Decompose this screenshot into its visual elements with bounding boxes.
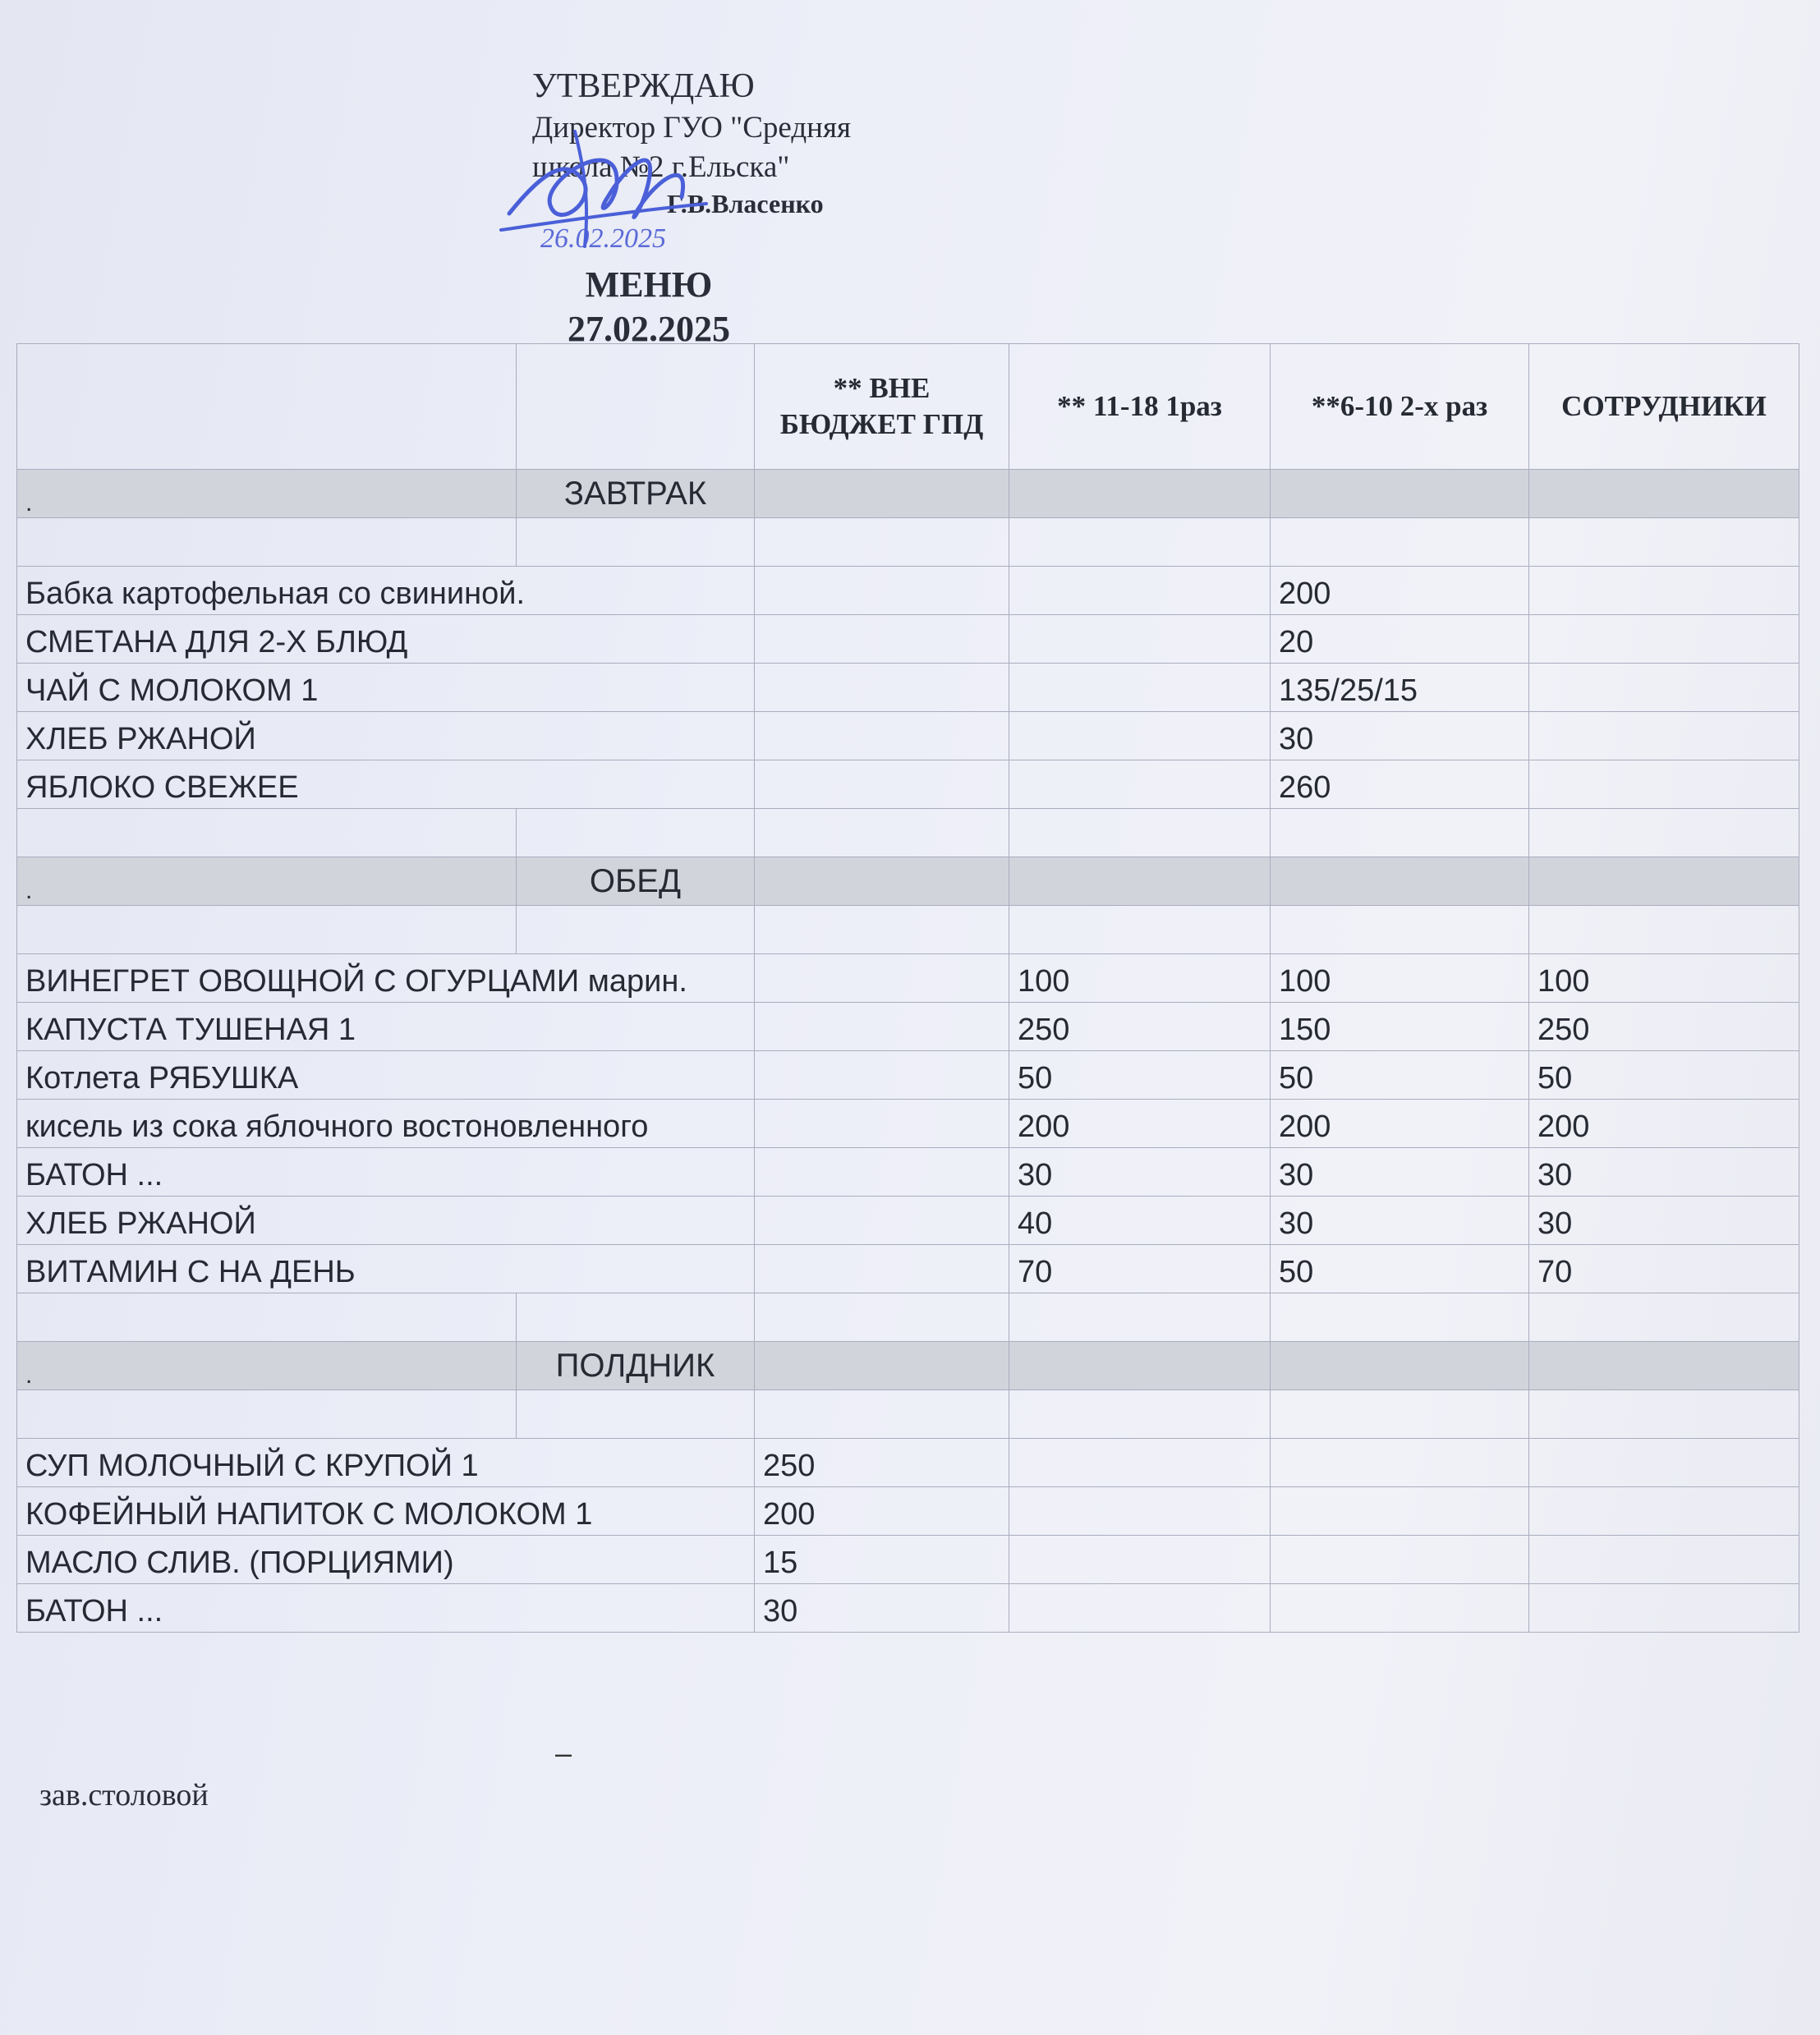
portion-c610	[1271, 1487, 1529, 1536]
dish-name: Котлета РЯБУШКА	[17, 1051, 755, 1100]
portion-staff: 70	[1529, 1245, 1799, 1293]
portion-c610: 50	[1271, 1245, 1529, 1293]
section-row	[17, 1342, 1799, 1390]
footer-role: зав.столовой	[39, 1778, 209, 1812]
table-row	[17, 1100, 1799, 1148]
spacer-cell	[755, 1293, 1009, 1342]
portion-c1118: 100	[1009, 954, 1271, 1003]
spacer-cell	[755, 1390, 1009, 1439]
section-empty-cell	[755, 857, 1009, 906]
table-row	[17, 1003, 1799, 1051]
table-row	[17, 954, 1799, 1003]
portion-c610: 30	[1271, 712, 1529, 760]
portion-c1118: 250	[1009, 1003, 1271, 1051]
spacer-cell	[1009, 906, 1271, 954]
portion-c610: 50	[1271, 1051, 1529, 1100]
dish-name: КАПУСТА ТУШЕНАЯ 1	[17, 1003, 755, 1051]
table-row	[17, 1197, 1799, 1245]
portion-c1118: 50	[1009, 1051, 1271, 1100]
section-empty-cell	[755, 1342, 1009, 1390]
spacer-cell	[517, 809, 755, 857]
section-row	[17, 470, 1799, 518]
portion-vne: 200	[755, 1487, 1009, 1536]
portion-staff	[1529, 1487, 1799, 1536]
section-title: ОБЕД	[517, 857, 755, 906]
spacer-cell	[517, 1293, 755, 1342]
spacer-cell	[1271, 809, 1529, 857]
spacer-cell	[1009, 518, 1271, 567]
portion-c610	[1271, 1584, 1529, 1633]
spacer-cell	[1271, 518, 1529, 567]
spacer-cell	[17, 809, 517, 857]
portion-c1118: 30	[1009, 1148, 1271, 1197]
section-empty-cell	[1529, 470, 1799, 518]
portion-vne: 250	[755, 1439, 1009, 1487]
portion-vne	[755, 954, 1009, 1003]
portion-c1118	[1009, 1536, 1271, 1584]
dish-name: БАТОН ...	[17, 1584, 755, 1633]
portion-vne: 15	[755, 1536, 1009, 1584]
dish-name: ВИНЕГРЕТ ОВОЩНОЙ С ОГУРЦАМИ марин.	[17, 954, 755, 1003]
portion-c610: 20	[1271, 615, 1529, 664]
table-row	[17, 1051, 1799, 1100]
portion-staff	[1529, 1536, 1799, 1584]
spacer-cell	[1529, 809, 1799, 857]
portion-c1118: 200	[1009, 1100, 1271, 1148]
portion-c1118	[1009, 712, 1271, 760]
portion-c1118	[1009, 567, 1271, 615]
portion-vne	[755, 1051, 1009, 1100]
portion-c610: 200	[1271, 567, 1529, 615]
portion-c1118	[1009, 1487, 1271, 1536]
portion-c610: 135/25/15	[1271, 664, 1529, 712]
approval-line-1: Директор ГУО "Средняя	[532, 111, 851, 145]
dish-name: БАТОН ...	[17, 1148, 755, 1197]
portion-vne	[755, 1003, 1009, 1051]
table-row	[17, 1487, 1799, 1536]
spacer-cell	[1529, 906, 1799, 954]
header-name	[17, 344, 517, 470]
portion-c610: 30	[1271, 1197, 1529, 1245]
section-empty-cell	[755, 470, 1009, 518]
portion-staff	[1529, 712, 1799, 760]
portion-staff: 100	[1529, 954, 1799, 1003]
header-vne-budget: ** ВНЕ БЮДЖЕТ ГПД	[755, 344, 1009, 470]
portion-vne	[755, 1100, 1009, 1148]
spacer-cell	[755, 518, 1009, 567]
portion-vne	[755, 1197, 1009, 1245]
signature-icon	[493, 123, 821, 271]
spacer-cell	[1529, 1390, 1799, 1439]
section-marker: .	[17, 1342, 517, 1390]
spacer-cell	[1009, 1390, 1271, 1439]
dish-name: ЯБЛОКО СВЕЖЕЕ	[17, 760, 755, 809]
table-row	[17, 712, 1799, 760]
section-empty-cell	[1529, 857, 1799, 906]
section-row	[17, 857, 1799, 906]
portion-c610	[1271, 1536, 1529, 1584]
portion-staff: 250	[1529, 1003, 1799, 1051]
spacer-cell	[1529, 518, 1799, 567]
portion-c1118	[1009, 664, 1271, 712]
header-row	[17, 344, 1799, 470]
portion-vne	[755, 567, 1009, 615]
section-empty-cell	[1009, 857, 1271, 906]
section-empty-cell	[1009, 1342, 1271, 1390]
portion-c1118: 70	[1009, 1245, 1271, 1293]
table-row	[17, 1439, 1799, 1487]
portion-c610: 30	[1271, 1148, 1529, 1197]
spacer-cell	[17, 1293, 517, 1342]
portion-c1118	[1009, 760, 1271, 809]
spacer-cell	[1529, 1293, 1799, 1342]
portion-staff	[1529, 664, 1799, 712]
portion-staff: 50	[1529, 1051, 1799, 1100]
portion-vne	[755, 1245, 1009, 1293]
table-row	[17, 1536, 1799, 1584]
header-11-18: ** 11-18 1раз	[1009, 344, 1271, 470]
portion-c1118	[1009, 1439, 1271, 1487]
menu-date: 27.02.2025	[568, 309, 730, 349]
portion-vne: 30	[755, 1584, 1009, 1633]
portion-vne	[755, 712, 1009, 760]
menu-table	[16, 343, 1799, 1633]
portion-c610: 260	[1271, 760, 1529, 809]
spacer-row	[17, 518, 1799, 567]
portion-vne	[755, 1148, 1009, 1197]
portion-vne	[755, 615, 1009, 664]
section-empty-cell	[1271, 470, 1529, 518]
spacer-cell	[1271, 906, 1529, 954]
portion-c610: 200	[1271, 1100, 1529, 1148]
menu-title-label: МЕНЮ	[585, 264, 713, 305]
portion-staff	[1529, 760, 1799, 809]
portion-c1118: 40	[1009, 1197, 1271, 1245]
spacer-cell	[1009, 809, 1271, 857]
portion-c610: 150	[1271, 1003, 1529, 1051]
portion-c610	[1271, 1439, 1529, 1487]
section-marker: .	[17, 470, 517, 518]
spacer-row	[17, 1293, 1799, 1342]
table-row	[17, 567, 1799, 615]
section-marker: .	[17, 857, 517, 906]
section-empty-cell	[1529, 1342, 1799, 1390]
dish-name: кисель из сока яблочного востоновленного	[17, 1100, 755, 1148]
menu-title	[493, 263, 805, 351]
table-row	[17, 1148, 1799, 1197]
section-empty-cell	[1271, 1342, 1529, 1390]
section-empty-cell	[1009, 470, 1271, 518]
portion-c610: 100	[1271, 954, 1529, 1003]
dish-name: ВИТАМИН С НА ДЕНЬ	[17, 1245, 755, 1293]
dish-name: Бабка картофельная со свининой.	[17, 567, 755, 615]
portion-staff	[1529, 567, 1799, 615]
header-staff: СОТРУДНИКИ	[1529, 344, 1799, 470]
portion-staff	[1529, 1439, 1799, 1487]
spacer-row	[17, 809, 1799, 857]
portion-vne	[755, 664, 1009, 712]
dish-name: ЧАЙ С МОЛОКОМ 1	[17, 664, 755, 712]
dish-name: СУП МОЛОЧНЫЙ С КРУПОЙ 1	[17, 1439, 755, 1487]
header-blank	[517, 344, 755, 470]
table-row	[17, 664, 1799, 712]
header-6-10: **6-10 2-х раз	[1271, 344, 1529, 470]
spacer-cell	[17, 518, 517, 567]
spacer-cell	[1009, 1293, 1271, 1342]
approval-line-2: школа №2 г.Ельска"	[532, 150, 790, 184]
spacer-cell	[1271, 1293, 1529, 1342]
dish-name: ХЛЕБ РЖАНОЙ	[17, 1197, 755, 1245]
portion-staff: 200	[1529, 1100, 1799, 1148]
portion-staff	[1529, 615, 1799, 664]
spacer-cell	[517, 906, 755, 954]
approval-signer: Г.В.Власенко	[667, 189, 824, 218]
section-title: ЗАВТРАК	[517, 470, 755, 518]
spacer-row	[17, 906, 1799, 954]
portion-c1118	[1009, 1584, 1271, 1633]
spacer-cell	[517, 1390, 755, 1439]
dish-name: ХЛЕБ РЖАНОЙ	[17, 712, 755, 760]
table-row	[17, 1245, 1799, 1293]
table-row	[17, 760, 1799, 809]
spacer-cell	[1271, 1390, 1529, 1439]
dish-name: МАСЛО СЛИВ. (ПОРЦИЯМИ)	[17, 1536, 755, 1584]
table-row	[17, 1584, 1799, 1633]
section-empty-cell	[1271, 857, 1529, 906]
approval-heading: УТВЕРЖДАЮ	[532, 67, 755, 105]
approval-date: 26.02.2025	[540, 223, 666, 254]
spacer-row	[17, 1390, 1799, 1439]
footer-dash: –	[555, 1736, 572, 1770]
section-title: ПОЛДНИК	[517, 1342, 755, 1390]
spacer-cell	[17, 1390, 517, 1439]
spacer-cell	[755, 906, 1009, 954]
table-row	[17, 615, 1799, 664]
dish-name: СМЕТАНА ДЛЯ 2-Х БЛЮД	[17, 615, 755, 664]
dish-name: КОФЕЙНЫЙ НАПИТОК С МОЛОКОМ 1	[17, 1487, 755, 1536]
spacer-cell	[755, 809, 1009, 857]
portion-vne	[755, 760, 1009, 809]
portion-staff	[1529, 1584, 1799, 1633]
portion-c1118	[1009, 615, 1271, 664]
spacer-cell	[517, 518, 755, 567]
portion-staff: 30	[1529, 1197, 1799, 1245]
portion-staff: 30	[1529, 1148, 1799, 1197]
spacer-cell	[17, 906, 517, 954]
menu-body	[17, 470, 1799, 1633]
